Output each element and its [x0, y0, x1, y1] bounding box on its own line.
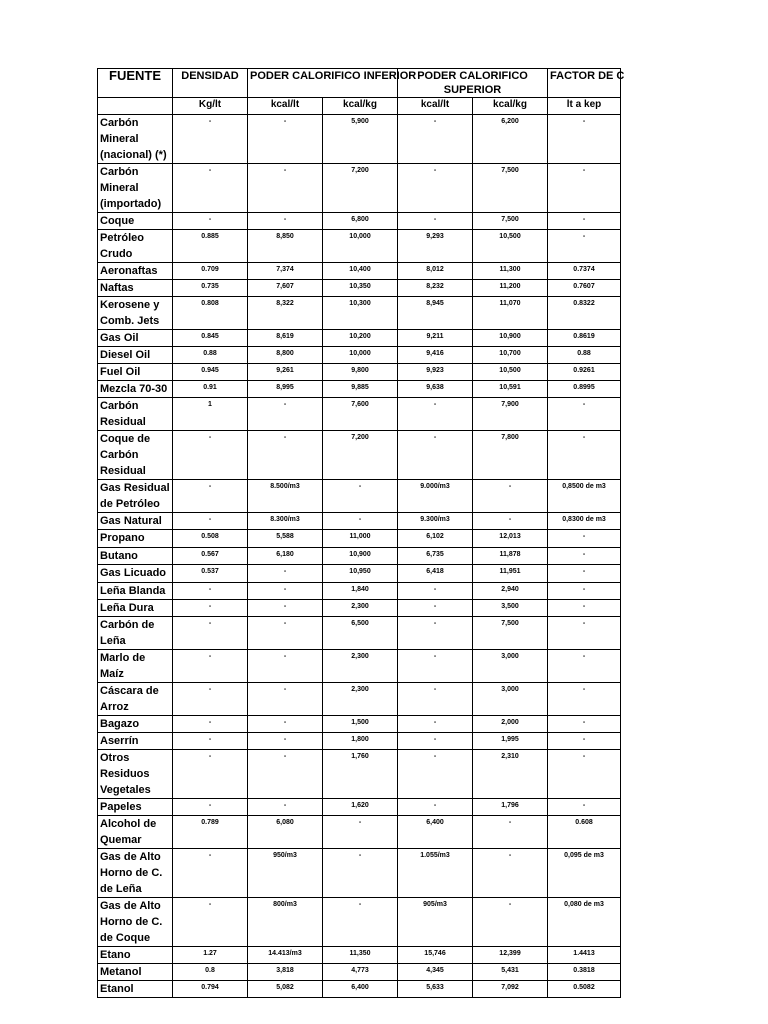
pcs-lt-cell: 6,102	[398, 530, 473, 548]
pci-lt-cell: 14.413/m3	[248, 947, 323, 964]
density-cell: 0.8	[173, 964, 248, 981]
pcs-kg-cell: -	[473, 849, 548, 898]
table-row	[98, 600, 621, 617]
factor-cell: -	[548, 565, 621, 583]
table-row	[98, 583, 621, 600]
pcs-lt-cell: -	[398, 683, 473, 716]
pci-lt-cell: 7,374	[248, 263, 323, 280]
density-cell: 1.27	[173, 947, 248, 964]
pci-kg-cell: 10,400	[323, 263, 398, 280]
units-cell: kcal/kg	[323, 98, 398, 115]
factor-cell: -	[548, 164, 621, 213]
table-row	[98, 548, 621, 565]
units-cell: lt a kep	[548, 98, 621, 115]
pci-lt-cell: 6,180	[248, 548, 323, 565]
pcs-lt-cell: -	[398, 600, 473, 617]
pci-lt-cell: 8,850	[248, 230, 323, 263]
table-row	[98, 381, 621, 398]
pci-lt-cell: -	[248, 600, 323, 617]
units-cell-empty	[98, 98, 173, 115]
pci-kg-cell: 10,000	[323, 230, 398, 263]
pcs-kg-cell: 3,000	[473, 683, 548, 716]
pci-kg-cell: 10,200	[323, 330, 398, 347]
pci-kg-cell: 6,400	[323, 981, 398, 998]
density-cell: -	[173, 733, 248, 750]
pcs-kg-cell: 11,200	[473, 280, 548, 297]
table-row	[98, 964, 621, 981]
pcs-kg-cell: 1,995	[473, 733, 548, 750]
factor-cell: 1.4413	[548, 947, 621, 964]
source-cell: Gas de Alto Horno de C. de Coque	[98, 898, 173, 947]
source-cell: Coque	[98, 213, 173, 230]
pcs-kg-cell: 10,900	[473, 330, 548, 347]
factor-cell: -	[548, 617, 621, 650]
source-cell: Butano	[98, 548, 173, 565]
pci-kg-cell: -	[323, 898, 398, 947]
pci-lt-cell: -	[248, 213, 323, 230]
factor-cell: -	[548, 683, 621, 716]
factor-cell: 0,095 de m3	[548, 849, 621, 898]
pcs-kg-cell: 2,000	[473, 716, 548, 733]
source-cell: Gas Licuado	[98, 565, 173, 583]
density-cell: 0.789	[173, 816, 248, 849]
source-cell: Aeronaftas	[98, 263, 173, 280]
table-row	[98, 115, 621, 164]
source-cell: Carbón Residual	[98, 398, 173, 431]
source-cell: Cáscara de Arroz	[98, 683, 173, 716]
pci-lt-cell: -	[248, 733, 323, 750]
units-cell: kcal/lt	[248, 98, 323, 115]
density-cell: 0.794	[173, 981, 248, 998]
pci-kg-cell: 9,885	[323, 381, 398, 398]
pcs-lt-cell: 9.300/m3	[398, 513, 473, 530]
pci-kg-cell: 7,200	[323, 164, 398, 213]
pcs-lt-cell: -	[398, 617, 473, 650]
pcs-lt-cell: 9.000/m3	[398, 480, 473, 513]
pcs-kg-cell: 12,399	[473, 947, 548, 964]
pcs-kg-cell: 10,500	[473, 230, 548, 263]
table-row	[98, 716, 621, 733]
units-cell: kcal/kg	[473, 98, 548, 115]
pcs-kg-cell: 7,092	[473, 981, 548, 998]
pcs-kg-cell: 3,000	[473, 650, 548, 683]
density-cell: -	[173, 716, 248, 733]
header-densidad: DENSIDAD	[173, 69, 248, 98]
pci-lt-cell: 3,818	[248, 964, 323, 981]
density-cell: 0.735	[173, 280, 248, 297]
source-cell: Alcohol de Quemar	[98, 816, 173, 849]
pci-kg-cell: 1,840	[323, 583, 398, 600]
factor-cell: 0.5082	[548, 981, 621, 998]
pcs-lt-cell: 905/m3	[398, 898, 473, 947]
table-row	[98, 947, 621, 964]
pci-lt-cell: -	[248, 565, 323, 583]
pcs-lt-cell: 15,746	[398, 947, 473, 964]
source-cell: Carbón de Leña	[98, 617, 173, 650]
factor-cell: 0.9261	[548, 364, 621, 381]
pci-kg-cell: 2,300	[323, 600, 398, 617]
source-cell: Bagazo	[98, 716, 173, 733]
pcs-lt-cell: 9,416	[398, 347, 473, 364]
pcs-lt-cell: -	[398, 716, 473, 733]
pci-kg-cell: 7,200	[323, 431, 398, 480]
source-cell: Mezcla 70-30	[98, 381, 173, 398]
factor-cell: 0.608	[548, 816, 621, 849]
pci-kg-cell: -	[323, 849, 398, 898]
source-cell: Gas Residual de Petróleo	[98, 480, 173, 513]
factor-cell: -	[548, 733, 621, 750]
table-row	[98, 565, 621, 583]
table-row	[98, 513, 621, 530]
source-cell: Papeles	[98, 799, 173, 816]
source-cell: Etano	[98, 947, 173, 964]
header-pcs: PODER CALORIFICO SUPERIOR	[398, 69, 548, 98]
source-cell: Coque de Carbón Residual	[98, 431, 173, 480]
density-cell: -	[173, 600, 248, 617]
pci-lt-cell: -	[248, 115, 323, 164]
density-cell: -	[173, 513, 248, 530]
pci-kg-cell: 6,800	[323, 213, 398, 230]
pcs-kg-cell: 7,500	[473, 164, 548, 213]
pcs-kg-cell: 10,591	[473, 381, 548, 398]
table-row	[98, 297, 621, 330]
pci-kg-cell: 10,950	[323, 565, 398, 583]
pci-lt-cell: 950/m3	[248, 849, 323, 898]
source-cell: Metanol	[98, 964, 173, 981]
pcs-lt-cell: -	[398, 750, 473, 799]
pcs-lt-cell: 8,232	[398, 280, 473, 297]
source-cell: Petróleo Crudo	[98, 230, 173, 263]
factor-cell: -	[548, 650, 621, 683]
table-row	[98, 650, 621, 683]
pci-lt-cell: -	[248, 716, 323, 733]
table-row	[98, 213, 621, 230]
pcs-lt-cell: -	[398, 583, 473, 600]
units-cell: Kg/lt	[173, 98, 248, 115]
pci-kg-cell: -	[323, 816, 398, 849]
factor-cell: 0,8300 de m3	[548, 513, 621, 530]
pci-lt-cell: -	[248, 617, 323, 650]
density-cell: -	[173, 115, 248, 164]
pcs-lt-cell: -	[398, 398, 473, 431]
factor-cell: -	[548, 548, 621, 565]
factor-cell: -	[548, 213, 621, 230]
units-cell: kcal/lt	[398, 98, 473, 115]
table-row	[98, 799, 621, 816]
factor-cell: -	[548, 799, 621, 816]
pcs-lt-cell: 1.055/m3	[398, 849, 473, 898]
factor-cell: 0,080 de m3	[548, 898, 621, 947]
source-cell: Etanol	[98, 981, 173, 998]
table-row	[98, 816, 621, 849]
factor-cell: -	[548, 530, 621, 548]
pci-kg-cell: 11,000	[323, 530, 398, 548]
density-cell: -	[173, 213, 248, 230]
factor-cell: -	[548, 115, 621, 164]
pci-kg-cell: 10,900	[323, 548, 398, 565]
pcs-lt-cell: 9,923	[398, 364, 473, 381]
pcs-kg-cell: 6,200	[473, 115, 548, 164]
pci-kg-cell: 7,600	[323, 398, 398, 431]
pci-lt-cell: 8.300/m3	[248, 513, 323, 530]
pcs-lt-cell: 9,211	[398, 330, 473, 347]
density-cell: -	[173, 431, 248, 480]
pci-lt-cell: -	[248, 683, 323, 716]
pci-lt-cell: 9,261	[248, 364, 323, 381]
density-cell: -	[173, 480, 248, 513]
pci-lt-cell: 8,995	[248, 381, 323, 398]
table-row	[98, 981, 621, 998]
source-cell: Marlo de Maíz	[98, 650, 173, 683]
table-row	[98, 750, 621, 799]
pcs-lt-cell: -	[398, 164, 473, 213]
pcs-kg-cell: -	[473, 898, 548, 947]
factor-cell: -	[548, 398, 621, 431]
factor-cell: 0.7607	[548, 280, 621, 297]
pcs-kg-cell: 2,310	[473, 750, 548, 799]
header-fuente: FUENTE	[98, 69, 173, 98]
density-cell: -	[173, 683, 248, 716]
pci-kg-cell: 4,773	[323, 964, 398, 981]
table-row	[98, 230, 621, 263]
pci-kg-cell: 1,500	[323, 716, 398, 733]
density-cell: 0.537	[173, 565, 248, 583]
pcs-lt-cell: 6,400	[398, 816, 473, 849]
density-cell: -	[173, 617, 248, 650]
factor-cell: 0.8322	[548, 297, 621, 330]
header-row	[98, 69, 621, 98]
pci-lt-cell: 7,607	[248, 280, 323, 297]
table-row	[98, 347, 621, 364]
pci-lt-cell: 5,082	[248, 981, 323, 998]
pcs-kg-cell: 5,431	[473, 964, 548, 981]
factor-cell: 0.7374	[548, 263, 621, 280]
density-cell: 0.885	[173, 230, 248, 263]
factor-cell: -	[548, 431, 621, 480]
pcs-kg-cell: 11,070	[473, 297, 548, 330]
pcs-lt-cell: -	[398, 799, 473, 816]
pcs-kg-cell: 12,013	[473, 530, 548, 548]
density-cell: -	[173, 583, 248, 600]
source-cell: Leña Dura	[98, 600, 173, 617]
header-pci: PODER CALORIFICO INFERIOR	[248, 69, 398, 98]
table-row	[98, 849, 621, 898]
pcs-kg-cell: 7,900	[473, 398, 548, 431]
pcs-kg-cell: 10,500	[473, 364, 548, 381]
source-cell: Kerosene y Comb. Jets	[98, 297, 173, 330]
pcs-kg-cell: 11,951	[473, 565, 548, 583]
pci-kg-cell: 10,000	[323, 347, 398, 364]
pci-kg-cell: 5,900	[323, 115, 398, 164]
pcs-kg-cell: 10,700	[473, 347, 548, 364]
pcs-kg-cell: -	[473, 513, 548, 530]
pcs-lt-cell: -	[398, 650, 473, 683]
table-row	[98, 164, 621, 213]
pci-kg-cell: 10,350	[323, 280, 398, 297]
pcs-kg-cell: 7,500	[473, 213, 548, 230]
pcs-lt-cell: -	[398, 115, 473, 164]
table-row	[98, 898, 621, 947]
source-cell: Aserrín	[98, 733, 173, 750]
density-cell: -	[173, 799, 248, 816]
factor-cell: 0.88	[548, 347, 621, 364]
factor-cell: -	[548, 583, 621, 600]
pcs-lt-cell: 8,945	[398, 297, 473, 330]
pcs-lt-cell: 5,633	[398, 981, 473, 998]
pci-lt-cell: 8,619	[248, 330, 323, 347]
table-row	[98, 617, 621, 650]
density-cell: 0.567	[173, 548, 248, 565]
pcs-lt-cell: -	[398, 431, 473, 480]
pcs-kg-cell: 1,796	[473, 799, 548, 816]
factor-cell: 0.8995	[548, 381, 621, 398]
pci-kg-cell: 2,300	[323, 683, 398, 716]
density-cell: 0.88	[173, 347, 248, 364]
pci-kg-cell: -	[323, 480, 398, 513]
pci-lt-cell: 800/m3	[248, 898, 323, 947]
source-cell: Fuel Oil	[98, 364, 173, 381]
source-cell: Gas de Alto Horno de C. de Leña	[98, 849, 173, 898]
pci-lt-cell: -	[248, 750, 323, 799]
factor-cell: 0.8619	[548, 330, 621, 347]
factor-cell: -	[548, 600, 621, 617]
table-row	[98, 480, 621, 513]
density-cell: 0.945	[173, 364, 248, 381]
pci-lt-cell: 8,800	[248, 347, 323, 364]
table-row	[98, 330, 621, 347]
source-cell: Leña Blanda	[98, 583, 173, 600]
table-row	[98, 530, 621, 548]
source-cell: Diesel Oil	[98, 347, 173, 364]
pcs-kg-cell: 7,800	[473, 431, 548, 480]
density-cell: -	[173, 650, 248, 683]
pcs-lt-cell: 8,012	[398, 263, 473, 280]
table-row	[98, 733, 621, 750]
pcs-kg-cell: 11,300	[473, 263, 548, 280]
pcs-kg-cell: -	[473, 816, 548, 849]
pcs-lt-cell: 9,638	[398, 381, 473, 398]
pci-kg-cell: 11,350	[323, 947, 398, 964]
table-row	[98, 431, 621, 480]
table-row	[98, 683, 621, 716]
pcs-kg-cell: 11,878	[473, 548, 548, 565]
pci-kg-cell: 10,300	[323, 297, 398, 330]
density-cell: -	[173, 898, 248, 947]
pci-kg-cell: 2,300	[323, 650, 398, 683]
factor-cell: -	[548, 750, 621, 799]
source-cell: Naftas	[98, 280, 173, 297]
source-cell: Gas Oil	[98, 330, 173, 347]
table-row	[98, 280, 621, 297]
pci-lt-cell: 6,080	[248, 816, 323, 849]
pci-lt-cell: -	[248, 799, 323, 816]
pci-kg-cell: -	[323, 513, 398, 530]
pci-kg-cell: 1,800	[323, 733, 398, 750]
pci-lt-cell: 8,322	[248, 297, 323, 330]
pcs-kg-cell: 2,940	[473, 583, 548, 600]
pcs-lt-cell: -	[398, 733, 473, 750]
pcs-lt-cell: 6,735	[398, 548, 473, 565]
pci-lt-cell: 8.500/m3	[248, 480, 323, 513]
source-cell: Carbón Mineral (importado)	[98, 164, 173, 213]
density-cell: 0.808	[173, 297, 248, 330]
header-factor: FACTOR DE C	[548, 69, 621, 98]
density-cell: -	[173, 750, 248, 799]
pci-kg-cell: 9,800	[323, 364, 398, 381]
table-row	[98, 398, 621, 431]
pci-lt-cell: -	[248, 164, 323, 213]
source-cell: Propano	[98, 530, 173, 548]
density-cell: 0.91	[173, 381, 248, 398]
factor-cell: 0.3818	[548, 964, 621, 981]
units-row	[98, 98, 621, 115]
factor-cell: -	[548, 716, 621, 733]
source-cell: Gas Natural	[98, 513, 173, 530]
density-cell: -	[173, 164, 248, 213]
pcs-lt-cell: 9,293	[398, 230, 473, 263]
pcs-lt-cell: 4,345	[398, 964, 473, 981]
pcs-lt-cell: 6,418	[398, 565, 473, 583]
pcs-kg-cell: 3,500	[473, 600, 548, 617]
table-row	[98, 263, 621, 280]
pci-kg-cell: 1,620	[323, 799, 398, 816]
density-cell: 1	[173, 398, 248, 431]
energy-factors-table	[97, 68, 625, 998]
pci-lt-cell: -	[248, 398, 323, 431]
factor-cell: -	[548, 230, 621, 263]
pci-lt-cell: -	[248, 650, 323, 683]
density-cell: -	[173, 849, 248, 898]
factor-cell: 0,8500 de m3	[548, 480, 621, 513]
density-cell: 0.508	[173, 530, 248, 548]
pci-lt-cell: -	[248, 431, 323, 480]
pci-kg-cell: 6,500	[323, 617, 398, 650]
table-row	[98, 364, 621, 381]
pci-lt-cell: -	[248, 583, 323, 600]
pcs-lt-cell: -	[398, 213, 473, 230]
source-cell: Otros Residuos Vegetales	[98, 750, 173, 799]
pcs-kg-cell: 7,500	[473, 617, 548, 650]
density-cell: 0.709	[173, 263, 248, 280]
source-cell: Carbón Mineral (nacional) (*)	[98, 115, 173, 164]
pci-kg-cell: 1,760	[323, 750, 398, 799]
pci-lt-cell: 5,588	[248, 530, 323, 548]
density-cell: 0.845	[173, 330, 248, 347]
pcs-kg-cell: -	[473, 480, 548, 513]
